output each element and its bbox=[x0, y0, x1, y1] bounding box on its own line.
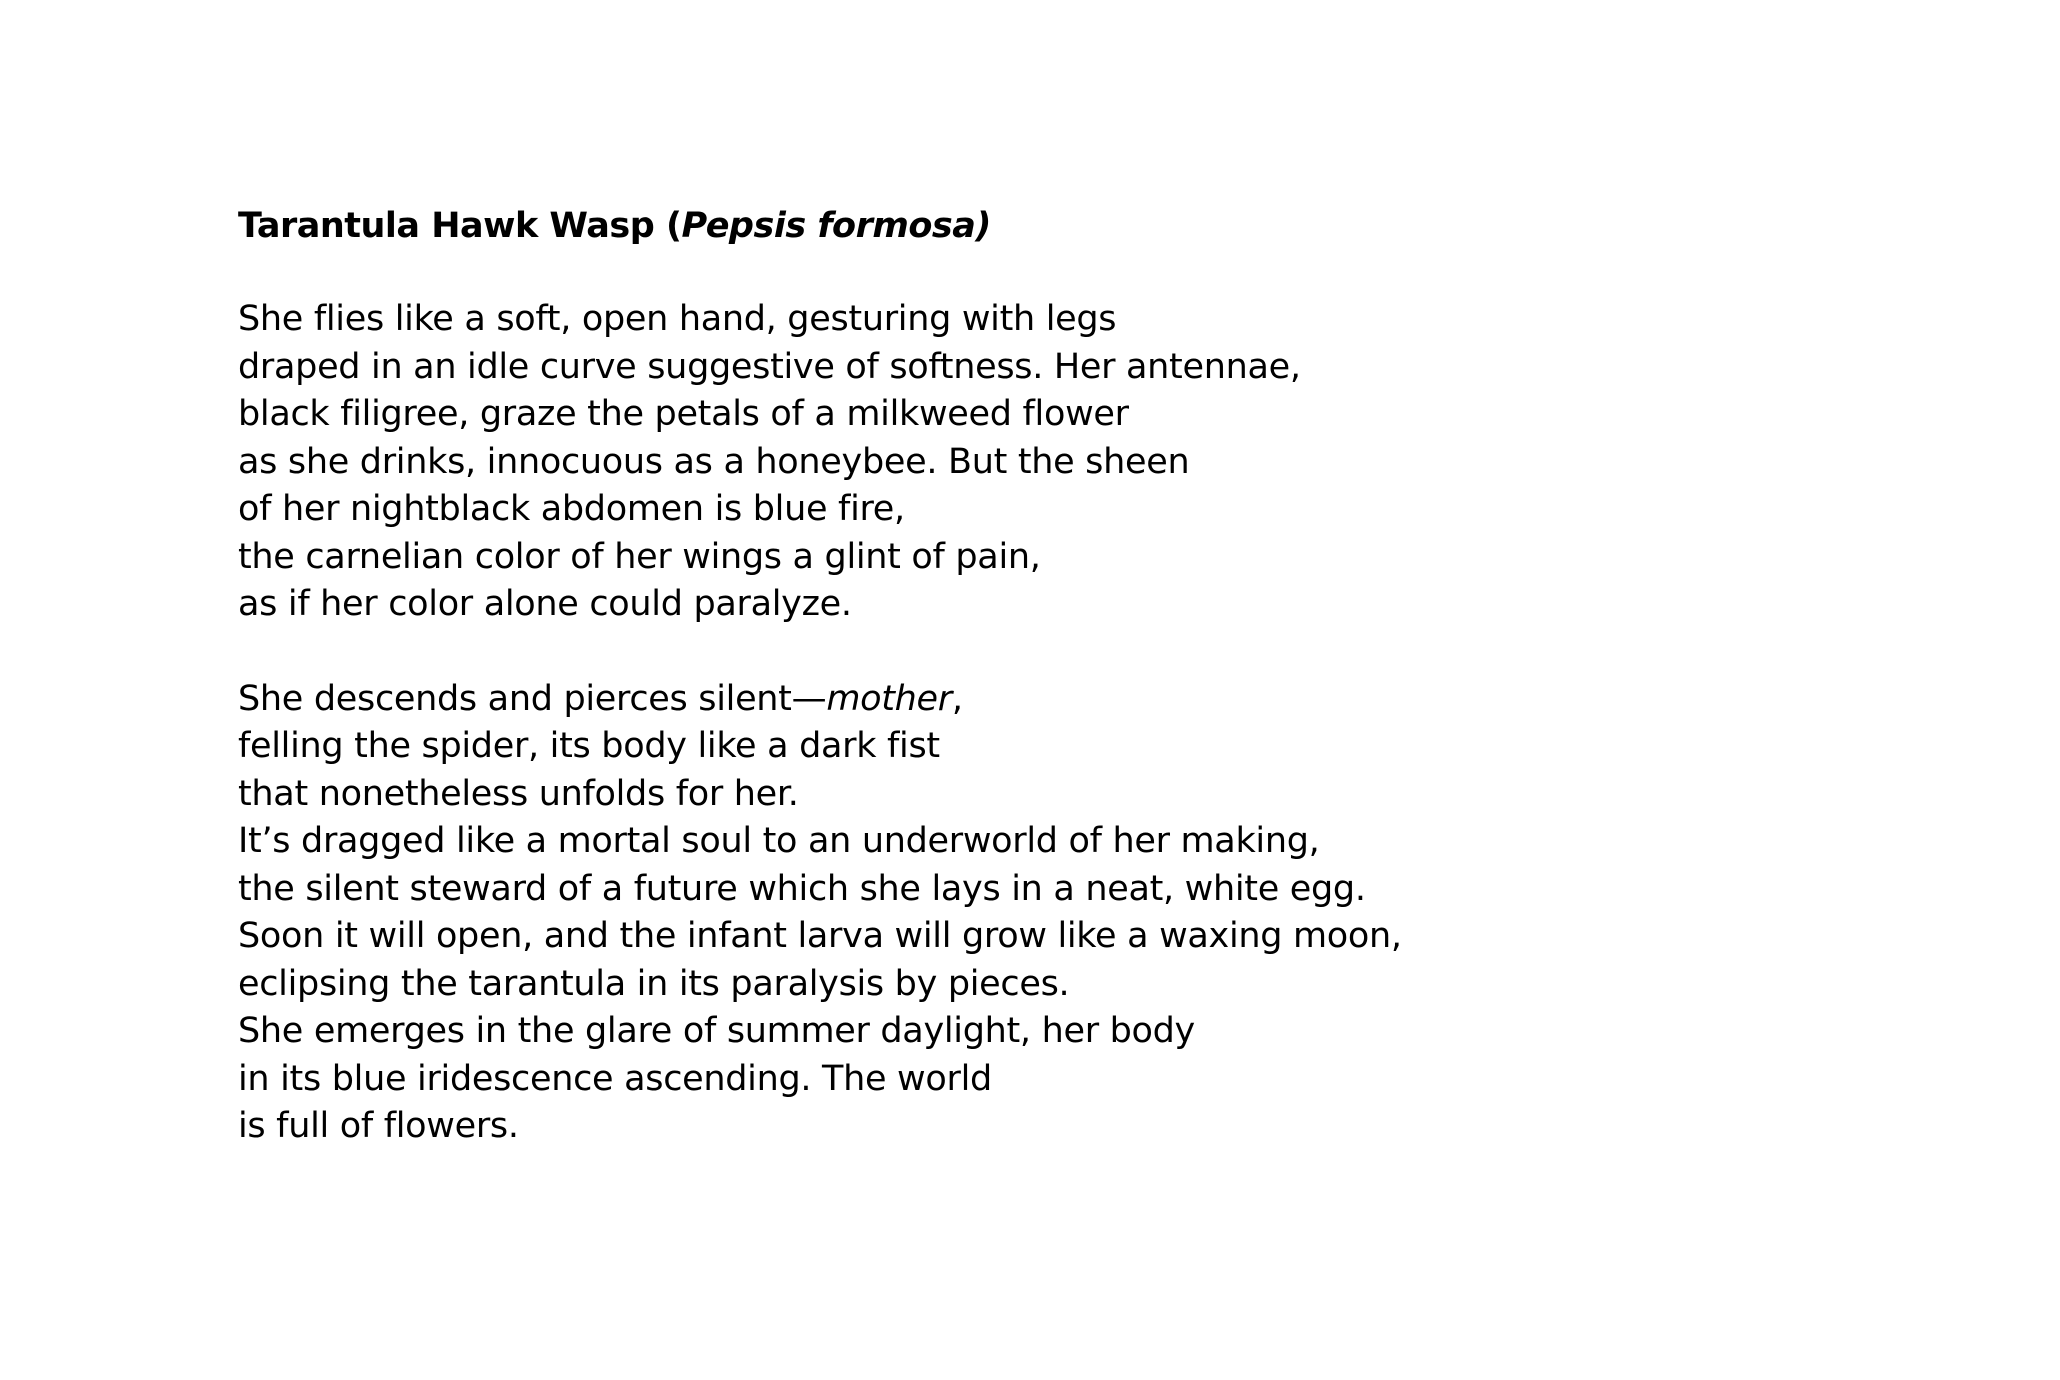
poem-line: Soon it will open, and the infant larva will grow like a waxing moon, bbox=[238, 916, 1402, 956]
poem-line-emphasis: mother bbox=[826, 678, 952, 719]
poem-line bbox=[238, 676, 1938, 724]
poem-line: black filigree, graze the petals of a milkweed flower bbox=[238, 394, 1129, 434]
poem-line: draped in an idle curve suggestive of softness. Her antennae, bbox=[238, 346, 1301, 387]
stanza-1 bbox=[238, 296, 1938, 629]
poem-line-text: She descends and pierces silent— bbox=[238, 678, 827, 719]
poem-line: the carnelian color of her wings a glint of pain, bbox=[238, 536, 1041, 577]
poem-line: the silent steward of a future which she lays in a neat, white egg. bbox=[238, 868, 1366, 909]
poem-line: of her nightblack abdomen is blue fire, bbox=[238, 489, 905, 529]
poem-title-common-name: Tarantula Hawk Wasp ( bbox=[238, 206, 682, 246]
poem-line: She emerges in the glare of summer daylight, her body bbox=[238, 1011, 1195, 1051]
poem-line: that nonetheless unfolds for her. bbox=[238, 773, 799, 814]
poem-line: felling the spider, its body like a dark fist bbox=[238, 726, 940, 766]
poem-line: as if her color alone could paralyze. bbox=[238, 584, 852, 624]
poem-line: It’s dragged like a mortal soul to an underworld of her making, bbox=[238, 821, 1320, 861]
poem bbox=[238, 202, 1938, 1151]
stanza-2 bbox=[238, 676, 1938, 1151]
poem-line: in its blue iridescence ascending. The world bbox=[238, 1058, 992, 1099]
poem-line: eclipsing the tarantula in its paralysis by pieces. bbox=[238, 963, 1070, 1004]
poem-line: She flies like a soft, open hand, gesturing with legs bbox=[238, 299, 1117, 339]
poem-title-scientific-name: Pepsis formosa) bbox=[681, 206, 991, 246]
poem-line: is full of flowers. bbox=[238, 1106, 519, 1146]
poem-line-punctuation: , bbox=[951, 678, 963, 719]
poem-line: as she drinks, innocuous as a honeybee. But the sheen bbox=[238, 441, 1190, 482]
poem-title bbox=[238, 202, 1938, 250]
